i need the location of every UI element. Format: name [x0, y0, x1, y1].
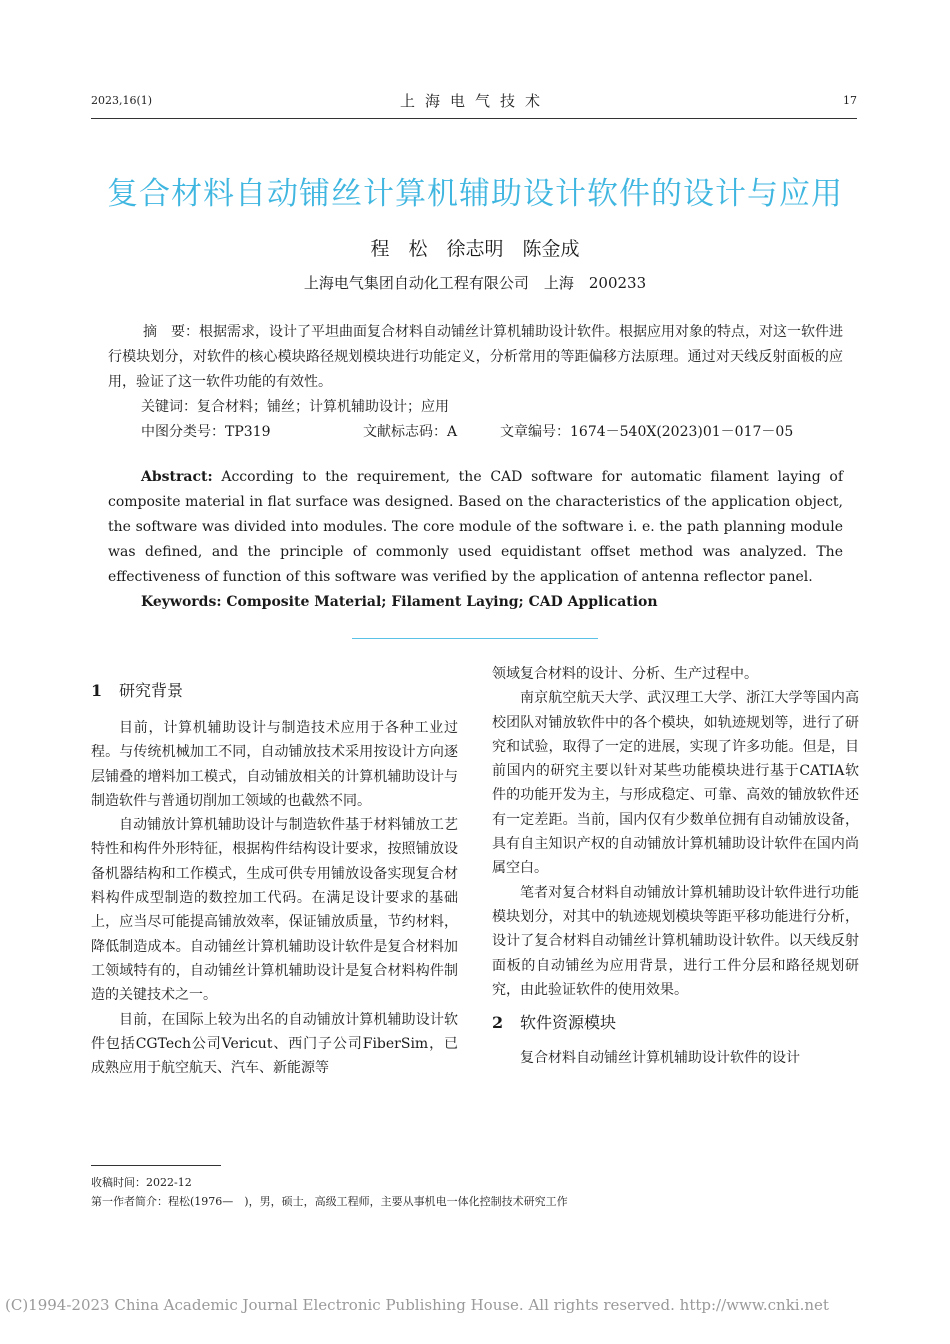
abstract-cn-label: 摘 要： — [143, 324, 199, 340]
right-column — [492, 662, 859, 1070]
header-rule — [91, 118, 857, 119]
left-column — [91, 678, 458, 1080]
article-number: 文章编号：1674－540X(2023)01－017－05 — [500, 424, 794, 440]
page-number: 17 — [843, 94, 857, 107]
copyright-watermark: (C)1994-2023 China Academic Journal Electronic Publishing House. All rights reserved. http://www.cnki.net — [5, 1296, 829, 1314]
clc-number: 中图分类号：TP319 — [141, 424, 271, 440]
section-1-number: 1 — [91, 681, 103, 700]
paragraph: 目前，在国际上较为出名的自动铺放计算机辅助设计软件包括CGTech公司Vericut、西门子公司FiberSim，已成熟应用于航空航天、汽车、新能源等 — [91, 1011, 458, 1077]
footnote-received: 收稿时间：2022-12 — [91, 1176, 192, 1189]
paper-title: 复合材料自动铺丝计算机辅助设计软件的设计与应用 — [107, 176, 843, 212]
abstract-cn-text: 根据需求，设计了平坦曲面复合材料自动铺丝计算机辅助设计软件。根据应用对象的特点，对这一软件进行模块划分，对软件的核心模块路径规划模块进行功能定义，分析常用的等距偏移方法原理。通过对天线反射面板的应用，验证了这一软件功能的有效性。 — [108, 324, 843, 390]
footnote-rule — [91, 1165, 221, 1166]
authors: 程 松 徐志明 陈金成 — [370, 238, 580, 260]
section-2-number: 2 — [492, 1013, 504, 1033]
paragraph: 自动铺放计算机辅助设计与制造软件基于材料铺放工艺特性和构件外形特征，根据构件结构设计要求，按照铺放设备机器结构和工作模式，生成可供专用铺放设备实现复合材料构件成型制造的数控加工代码。在满足设计要求的基础上，应当尽可能提高铺放效率，保证铺放质量，节约材料，降低制造成本。自动铺丝计算机辅助设计软件是复合材料加工领域特有的，自动铺丝计算机辅助设计是复合材料构件制造的关键技术之一。 — [91, 817, 458, 1004]
section-2-title: 软件资源模块 — [520, 1013, 617, 1033]
abstract-separator — [352, 638, 598, 639]
keywords-cn: 关键词：复合材料；铺丝；计算机辅助设计；应用 — [141, 399, 449, 415]
footnote-author-bio: 第一作者简介：程松(1976— )，男，硕士，高级工程师，主要从事机电一体化控制技术研究工作 — [91, 1195, 568, 1208]
affiliation: 上海电气集团自动化工程有限公司 上海 200233 — [303, 274, 647, 292]
abstract-cn — [108, 320, 843, 395]
paragraph: 目前，计算机辅助设计与制造技术应用于各种工业过程。与传统机械加工不同，自动铺放技术采用按设计方向逐层铺叠的增料加工模式，自动铺放相关的计算机辅助设计与制造软件与普通切削加工领域的也截然不同。 — [91, 720, 458, 809]
abstract-cn-block — [108, 320, 843, 445]
section-1-heading — [91, 678, 458, 704]
section-1-title: 研究背景 — [119, 681, 184, 700]
abstract-en — [108, 465, 843, 590]
abstract-en-block — [108, 465, 843, 615]
paragraph: 南京航空航天大学、武汉理工大学、浙江大学等国内高校团队对铺放软件中的各个模块，如轨迹规划等，进行了研究和试验，取得了一定的进展，实现了许多功能。但是，目前国内的研究主要以针对某些功能模块进行基于CATIA软件的功能开发为主，与形成稳定、可靠、高效的铺放软件还有一定差距。当前，国内仅有少数单位拥有自动铺放设备，具有自主知识产权的自动铺放计算机辅助设计软件在国内尚属空白。 — [492, 690, 859, 877]
journal-name: 上海电气技术 — [399, 92, 550, 110]
section-2-heading — [492, 1010, 859, 1036]
paragraph: 复合材料自动铺丝计算机辅助设计软件的设计 — [520, 1050, 800, 1067]
paragraph: 笔者对复合材料自动铺放计算机辅助设计软件进行功能模块划分，对其中的轨迹规划模块等距平移功能进行分析，设计了复合材料自动铺丝计算机辅助设计软件。以天线反射面板的自动铺丝为应用背景，进行工件分层和路径规划研究，由此验证软件的使用效果。 — [492, 884, 859, 998]
paragraph-continuation: 领域复合材料的设计、分析、生产过程中。 — [492, 666, 758, 682]
document-code: 文献标志码：A — [363, 424, 458, 440]
abstract-en-label: Abstract: — [141, 469, 213, 485]
issue-info: 2023,16(1) — [91, 94, 153, 107]
keywords-en: Keywords: Composite Material; Filament Laying; CAD Application — [141, 594, 658, 610]
abstract-en-text: According to the requirement, the CAD software for automatic filament laying of composite material in flat surface was designed. Based on the characteristics of the application object, the software was divided into modules. The core module of the software i. e. the path planning module was defined, and the principle of commonly used equidistant offset method was analyzed. The effectiveness of function of this software was verified by the application of antenna reflector panel. — [108, 469, 843, 585]
classification-line — [108, 420, 843, 445]
